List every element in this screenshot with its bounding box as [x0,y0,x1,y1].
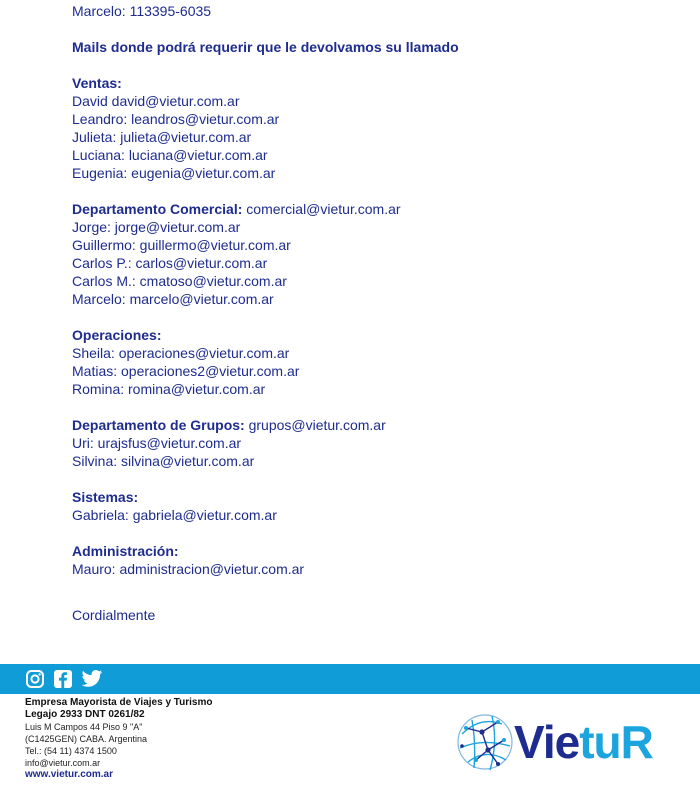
operaciones-item[interactable]: Sheila: operaciones@vietur.com.ar [72,345,290,361]
address-line2: (C1425GEN) CABA. Argentina [25,734,148,744]
phone-line: Marcelo: 113395-6035 [72,3,212,19]
facebook-icon[interactable] [53,669,73,689]
comercial-heading [72,200,672,218]
comercial-item[interactable]: Carlos M.: cmatoso@vietur.com.ar [72,273,287,289]
ventas-item[interactable]: David david@vietur.com.ar [72,93,240,109]
company-line2: Legajo 2933 DNT 0261/82 [25,709,145,720]
comercial-email[interactable]: comercial@vietur.com.ar [242,201,401,217]
vietur-logo [452,710,682,774]
closing-text: Cordialmente [72,607,156,623]
administracion-title: Administración: [72,543,179,559]
administracion-item[interactable]: Mauro: administracion@vietur.com.ar [72,561,305,577]
comercial-title: Departamento Comercial: [72,201,243,217]
phone-info: Tel.: (54 11) 4374 1500 [25,746,117,756]
mails-title: Mails donde podrá requerir que le devolvamos su llamado [72,39,459,55]
ventas-item[interactable]: Leandro: leandros@vietur.com.ar [72,111,280,127]
operaciones-item[interactable]: Matias: operaciones2@vietur.com.ar [72,363,300,379]
address-line1: Luis M Campos 44 Piso 9 "A" [25,722,143,732]
grupos-heading [72,416,672,434]
globe-network-icon [452,710,518,774]
website-link[interactable]: www.vietur.com.ar [25,769,113,780]
grupos-item[interactable]: Uri: urajsfus@vietur.com.ar [72,435,242,451]
comercial-item[interactable]: Carlos P.: carlos@vietur.com.ar [72,255,268,271]
logo-part-vie: Vie [514,716,580,768]
footer-bar [0,664,700,694]
sistemas-item[interactable]: Gabriela: gabriela@vietur.com.ar [72,507,277,523]
twitter-icon[interactable] [81,669,103,689]
grupos-item[interactable]: Silvina: silvina@vietur.com.ar [72,453,255,469]
sistemas-title: Sistemas: [72,489,139,505]
operaciones-item[interactable]: Romina: romina@vietur.com.ar [72,381,266,397]
logo-part-tur: tuR [579,716,653,768]
grupos-title: Departamento de Grupos: [72,417,245,433]
ventas-title: Ventas: [72,75,122,91]
logo-text [514,714,653,770]
mail-body [72,2,672,624]
social-links [25,669,103,689]
company-info [25,697,213,781]
comercial-item[interactable]: Marcelo: marcelo@vietur.com.ar [72,291,274,307]
info-email[interactable]: info@vietur.com.ar [25,758,101,768]
ventas-item[interactable]: Luciana: luciana@vietur.com.ar [72,147,268,163]
company-line1: Empresa Mayorista de Viajes y Turismo [25,697,213,708]
comercial-item[interactable]: Guillermo: guillermo@vietur.com.ar [72,237,291,253]
grupos-email[interactable]: grupos@vietur.com.ar [244,417,386,433]
operaciones-title: Operaciones: [72,327,162,343]
ventas-item[interactable]: Eugenia: eugenia@vietur.com.ar [72,165,276,181]
ventas-item[interactable]: Julieta: julieta@vietur.com.ar [72,129,252,145]
comercial-item[interactable]: Jorge: jorge@vietur.com.ar [72,219,241,235]
instagram-icon[interactable] [25,669,45,689]
